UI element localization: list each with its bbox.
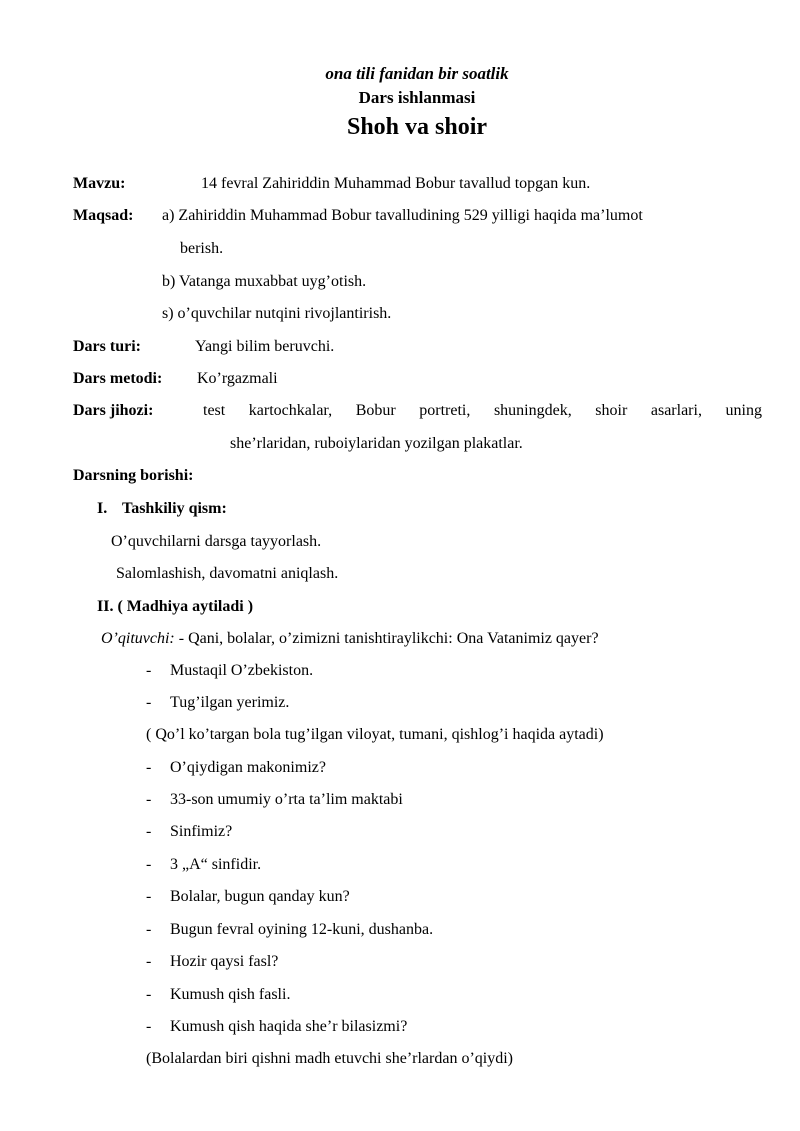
- list-item: 33-son umumiy o’rta ta’lim maktabi: [170, 791, 403, 808]
- jihozi-word: Bobur: [355, 402, 396, 419]
- list-item: Mustaqil O’zbekiston.: [170, 662, 314, 679]
- list-item: Bolalar, bugun qanday kun?: [170, 888, 350, 905]
- section1-line1: O’quvchilarni darsga tayyorlash.: [111, 533, 322, 550]
- list-item: Sinfimiz?: [170, 823, 233, 840]
- list-dash: -: [146, 921, 152, 938]
- list-dash: -: [146, 856, 152, 873]
- dars-jihozi-line2: she’rlaridan, ruboiylaridan yozilgan plakatlar.: [230, 435, 523, 452]
- list-item: 3 „A“ sinfidir.: [170, 856, 262, 873]
- dars-turi-value: Yangi bilim beruvchi.: [195, 338, 335, 355]
- jihozi-word: portreti,: [419, 402, 471, 419]
- section2-title: II. ( Madhiya aytiladi ): [97, 598, 254, 615]
- maqsad-s: s) o’quvchilar nutqini rivojlantirish.: [162, 305, 392, 322]
- jihozi-word: shoir: [595, 402, 628, 419]
- list-dash: -: [146, 759, 152, 776]
- list-dash: -: [146, 694, 152, 711]
- note-raise-hand: ( Qo’l ko’targan bola tug’ilgan viloyat, tumani, qishlog’i haqida aytadi): [146, 726, 604, 743]
- maqsad-a-line1: a) Zahiriddin Muhammad Bobur tavalludining 529 yilligi haqida ma’lumot: [162, 207, 643, 224]
- teacher-line: [101, 629, 599, 649]
- dars-jihozi-line1: [203, 401, 762, 421]
- list-item: O’qiydigan makonimiz?: [170, 759, 326, 776]
- list-dash: -: [146, 986, 152, 1003]
- section1-line2: Salomlashish, davomatni aniqlash.: [116, 565, 339, 582]
- list-item: Hozir qaysi fasl?: [170, 953, 279, 970]
- mavzu-label: Mavzu:: [73, 175, 126, 192]
- section1-number: I.: [97, 500, 108, 517]
- list-dash: -: [146, 823, 152, 840]
- list-item: Bugun fevral oyining 12-kuni, dushanba.: [170, 921, 434, 938]
- subtitle: Dars ishlanmasi: [358, 88, 476, 107]
- section1-title: Tashkiliy qism:: [122, 500, 227, 517]
- borishi-heading: Darsning borishi:: [73, 467, 194, 484]
- maqsad-b: b) Vatanga muxabbat uyg’otish.: [162, 273, 367, 290]
- jihozi-word: shuningdek,: [493, 402, 572, 419]
- mavzu-value: 14 fevral Zahiriddin Muhammad Bobur tavallud topgan kun.: [201, 175, 591, 192]
- page-title: Shoh va shoir: [346, 114, 488, 140]
- maqsad-label: Maqsad:: [73, 207, 134, 224]
- list-dash: -: [146, 662, 152, 679]
- dars-jihozi-label: Dars jihozi:: [73, 402, 154, 419]
- list-item: Tug’ilgan yerimiz.: [170, 694, 290, 711]
- teacher-label: O’qituvchi:: [101, 630, 175, 647]
- jihozi-word: kartochkalar,: [248, 402, 333, 419]
- jihozi-word: asarlari,: [650, 402, 702, 419]
- note-poem: (Bolalardan biri qishni madh etuvchi she’rlardan o’qiydi): [146, 1050, 514, 1067]
- list-item: Kumush qish haqida she’r bilasizmi?: [170, 1018, 408, 1035]
- list-item: Kumush qish fasli.: [170, 986, 291, 1003]
- list-dash: -: [146, 791, 152, 808]
- dars-metodi-value: Ko’rgazmali: [197, 370, 278, 387]
- list-dash: -: [146, 953, 152, 970]
- list-dash: -: [146, 1018, 152, 1035]
- dars-turi-label: Dars turi:: [73, 338, 141, 355]
- maqsad-a-line2: berish.: [180, 240, 224, 257]
- jihozi-word: uning: [725, 402, 762, 419]
- dars-metodi-label: Dars metodi:: [73, 370, 163, 387]
- list-dash: -: [146, 888, 152, 905]
- subtitle-italic: ona tili fanidan bir soatlik: [325, 64, 509, 83]
- jihozi-word: test: [203, 402, 226, 419]
- teacher-text: - Qani, bolalar, o’zimizni tanishtiraylikchi: Ona Vatanimiz qayer?: [174, 630, 599, 647]
